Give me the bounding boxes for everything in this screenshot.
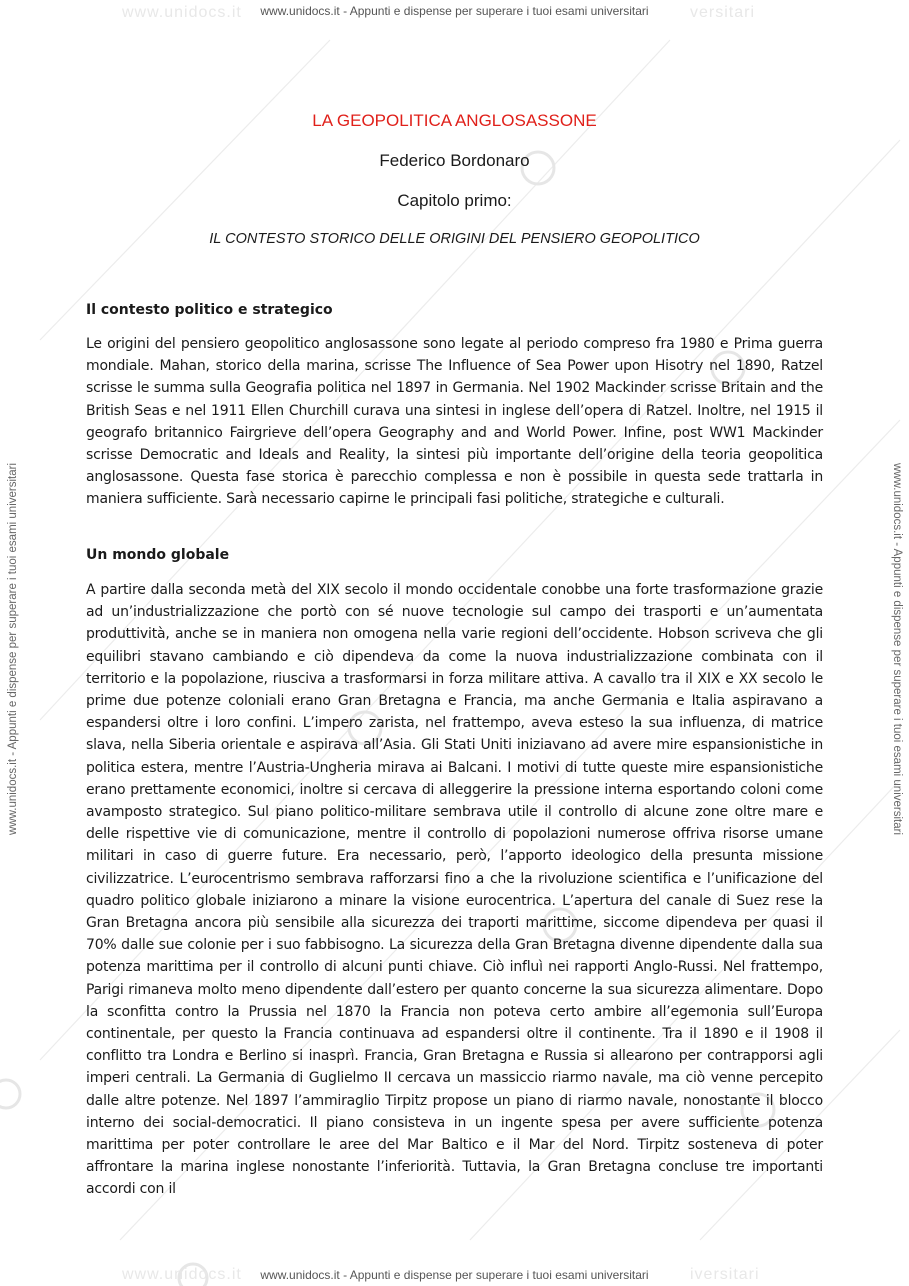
watermark-top: www.unidocs.it - Appunti e dispense per superare i tuoi esami universitari [260,4,649,18]
document-author: Federico Bordonaro [379,151,530,170]
chapter-subtitle: IL CONTESTO STORICO DELLE ORIGINI DEL PENSIERO GEOPOLITICO [209,231,700,247]
section-paragraph-context: Le origini del pensiero geopolitico anglosassone sono legate al periodo compreso fra 1980 e Prima guerra mondiale. Mahan, storico della marina, scrisse The Influence of Sea Power upon Hisotry nel 1890, Ratzel scrisse le summa sulla Geografia politica nel 1897 in Germania. Nel 1902 Mackinder scrisse Britain and the British Seas e nel 1911 Ellen Churchill curava una sintesi in inglese dell’opera di Ratzel. Inoltre, nel 1915 il geografo britannico Fairgrieve dell’opera Geography and and World Power. Infine, post WW1 Mackinder scrisse Democratic and Ideals and Reality, la sintesi più importante dell’origine della teoria geopolitica anglosassone. Questa fase storica è parecchio complessa e non è possibile in questa sede trattarla in maniera sufficiente. Sarà necessario capirne le principali fasi politiche, strategiche e culturali. [86,336,823,508]
watermark-ghost-top-right: versitari [690,4,756,21]
section-heading-global-world: Un mondo globale [86,547,230,563]
chapter-label: Capitolo primo: [397,191,512,210]
watermark-ghost-bottom-right: iversitari [690,1266,760,1283]
document-title: LA GEOPOLITICA ANGLOSASSONE [312,111,597,130]
watermark-left: www.unidocs.it - Appunti e dispense per superare i tuoi esami universitari [7,462,19,836]
watermark-ghost-top: www.unidocs.it [122,4,242,21]
watermark-ghost-bottom: www.unidocs.it [122,1266,242,1283]
watermark-bottom: www.unidocs.it - Appunti e dispense per superare i tuoi esami universitari [260,1268,649,1282]
watermark-right: www.unidocs.it - Appunti e dispense per superare i tuoi esami universitari [891,462,903,836]
section-paragraph-global-world: A partire dalla seconda metà del XIX secolo il mondo occidentale conobbe una forte trasformazione grazie ad un’industrializzazione che portò con sé nuove tecnologie sul campo dei trasporti e un’aumentata produttività, anche se in maniera non omogena nella varie regioni dell’occidente. Hobson scriveva che gli equilibri stavano cambiando e ciò dipendeva da come la nuova industrializzazione combinata con il territorio e la popolazione, riusciva a trasformarsi in forza militare attiva. A cavallo tra il XIX e XX secolo le prime due potenze coloniali erano Gran Bretagna e Francia, ma anche Germania e Italia aspiravano a espandersi oltre i loro confini. L’impero zarista, nel frattempo, aveva esteso la sua influenza, di matrice slava, nella Siberia orientale e aspirava all’Asia. Gli Stati Uniti iniziavano ad avere mire espansionistiche in politica estera, mentre l’Austria-Ungheria mirava ai Balcani. I motivi di tutte queste mire espansionistiche erano prettamente economici, inoltre si cercava di alleggerire la pressione interna esportando coloni come avamposto strategico. Sul piano politico-militare sembrava utile il controllo di alcune zone oltre mare e delle rispettive vie di comunicazione, mentre il controllo di popolazioni numerose offriva risorse umane militari in caso di guerre future. Era necessario, però, l’apporto ideologico della presunta missione civilizzatrice. L’eurocentrismo sembrava rafforzarsi fino a che la rivoluzione scientifica e l’unificazione del quadro politico globale iniziarono a minare la visione eurocentrica. L’apertura del canale di Suez rese la Gran Bretagna ancora più sensibile alla sicurezza dei traporti marittime, siccome dipendeva per quasi il 70% dalle sue colonie per i suo fabbisogno. La sicurezza della Gran Bretagna divenne dipendente dalla sua potenza marittima per il controllo di alcuni punti chiave. Ciò influì nei rapporti Anglo-Russi. Nel frattempo, Parigi rimaneva molto meno dipendente dall’estero per quanto concerne la sua sicurezza alimentare. Dopo la sconfitta contro la Prussia nel 1870 la Francia non poteva certo ambire all’egemonia sull’Europa continentale, per questo la Francia continuava ad espandersi oltre il continente. Tra il 1890 e il 1908 il conflitto tra Londra e Berlino si inasprì. Francia, Gran Bretagna e Russia si allearono per contrapporsi agli imperi centrali. La Germania di Guglielmo II cercava un massiccio riarmo navale, ma ciò venne percepito dalle altre potenze. Nel 1897 l’ammiraglio Tirpitz propose un piano di riarmo navale, nonostante il blocco interno dei social-democratici. Il piano consisteva in un ingente spesa per avere sufficiente potenza marittima per poter controllare le aree del Mar Baltico e il Mar del Nord. Tirpitz sosteneva di poter affrontare la marina inglese nonostante l’inferiorità. Tuttavia, la Gran Bretagna concluse tre importanti accordi con il [86,582,823,1198]
section-heading-context: Il contesto politico e strategico [86,302,333,318]
